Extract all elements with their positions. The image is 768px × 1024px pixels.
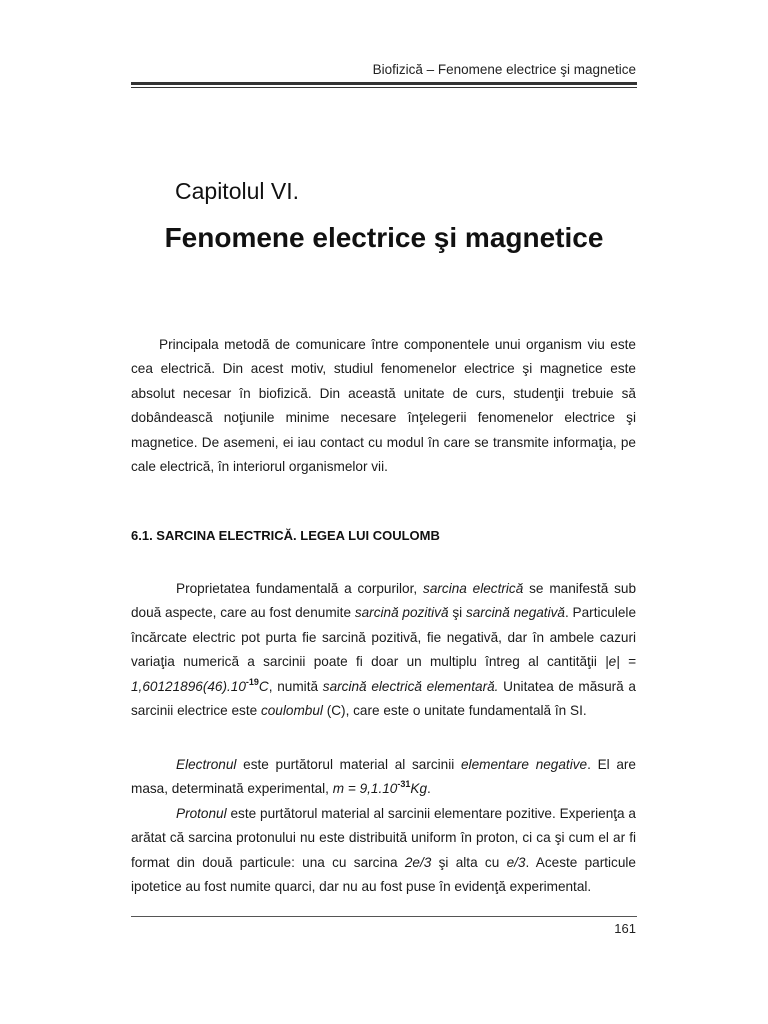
- paragraph-electron-text: [131, 753, 636, 802]
- text-run: . Particulele încărcate electric pot purta fie sarcină pozitivă, fie negativă, dar în ambele cazuri variaţia numerică a sarcinii poate fi doar un multiplu întreg al cantităţii: [131, 605, 637, 670]
- text-run: .: [427, 781, 431, 797]
- text-run: şi alta cu: [431, 854, 507, 870]
- italic-term: 2e/3: [404, 854, 432, 870]
- italic-term: sarcina electrică: [423, 581, 524, 596]
- text-run: se manifestă sub două aspecte, care au fost denumite: [131, 581, 637, 621]
- text-run: Unitatea de măsură a sarcinii electrice este: [131, 678, 636, 719]
- italic-term: coulombul: [260, 703, 323, 719]
- formula-electron-mass: m = 9,1.10: [332, 781, 398, 797]
- italic-term: elementare negative: [460, 757, 588, 772]
- paragraph-charge: [131, 577, 636, 723]
- chapter-title: Fenomene electrice şi magnetice: [164, 222, 604, 253]
- paragraph-electron: [131, 753, 636, 802]
- text-run: (C), care este o unitate fundamentală în SI.: [322, 703, 587, 719]
- header-rule: [131, 82, 637, 85]
- text-run: . El are masa, determinată experimental,: [131, 757, 636, 797]
- running-header: Biofizică – Fenomene electrice şi magnetice: [372, 62, 636, 77]
- intro-paragraph: [131, 333, 636, 479]
- footer-rule: [131, 916, 637, 917]
- header-rule-thin: [131, 87, 637, 88]
- italic-term: Electronul: [176, 757, 237, 772]
- italic-term: Protonul: [176, 806, 227, 821]
- paragraph-proton: [131, 802, 636, 900]
- italic-term: e/3: [506, 854, 526, 870]
- exponent: -31: [397, 779, 411, 790]
- text-run: şi: [448, 605, 466, 621]
- unit-coulomb: C: [258, 678, 269, 694]
- italic-term: sarcină pozitivă: [354, 605, 449, 621]
- unit-kg: Kg: [410, 781, 428, 797]
- text-run: . Aceste particule ipotetice au fost numite quarci, dar nu au fost puse în evidenţă experimental.: [131, 854, 636, 895]
- italic-term: sarcină negativă: [465, 605, 565, 621]
- paragraph-charge-text: [131, 577, 636, 723]
- exponent: -19: [245, 676, 259, 687]
- text-run: , numită: [268, 678, 323, 694]
- text-run: Proprietatea fundamentală a corpurilor,: [176, 581, 424, 596]
- chapter-label: Capitolul VI.: [175, 178, 300, 204]
- page-number: 161: [614, 921, 636, 936]
- italic-term: sarcină electrică elementară.: [322, 678, 499, 694]
- paragraph-proton-text: [131, 802, 636, 900]
- text-run: este purtătorul material al sarcinii elementare pozitive. Experienţa a arătat că sarcina protonului nu este distribuită uniform în proton, ci ca şi cum el ar fi format din două particule: una cu sarcina: [131, 806, 636, 870]
- section-heading: 6.1. SARCINA ELECTRICĂ. LEGEA LUI COULOMB: [131, 528, 440, 543]
- intro-text: Principala metodă de comunicare între componentele unui organism viu este cea electrică. Din acest motiv, studiul fenomenelor electrice şi magnetice este absolut necesar în biofizică. Din această unitate de curs, studenţii trebuie să dobândească noţiunile minime necesare înţelegerii fenomenelor electrice şi magnetice. De asemeni, ei iau contact cu modul în care se transmite informaţia, pe cale electrică, în interiorul organismelor vii.: [131, 337, 636, 475]
- text-run: este purtătorul material al sarcinii: [236, 757, 461, 772]
- formula-elementary-charge: |e| = 1,60121896(46).10: [131, 654, 636, 694]
